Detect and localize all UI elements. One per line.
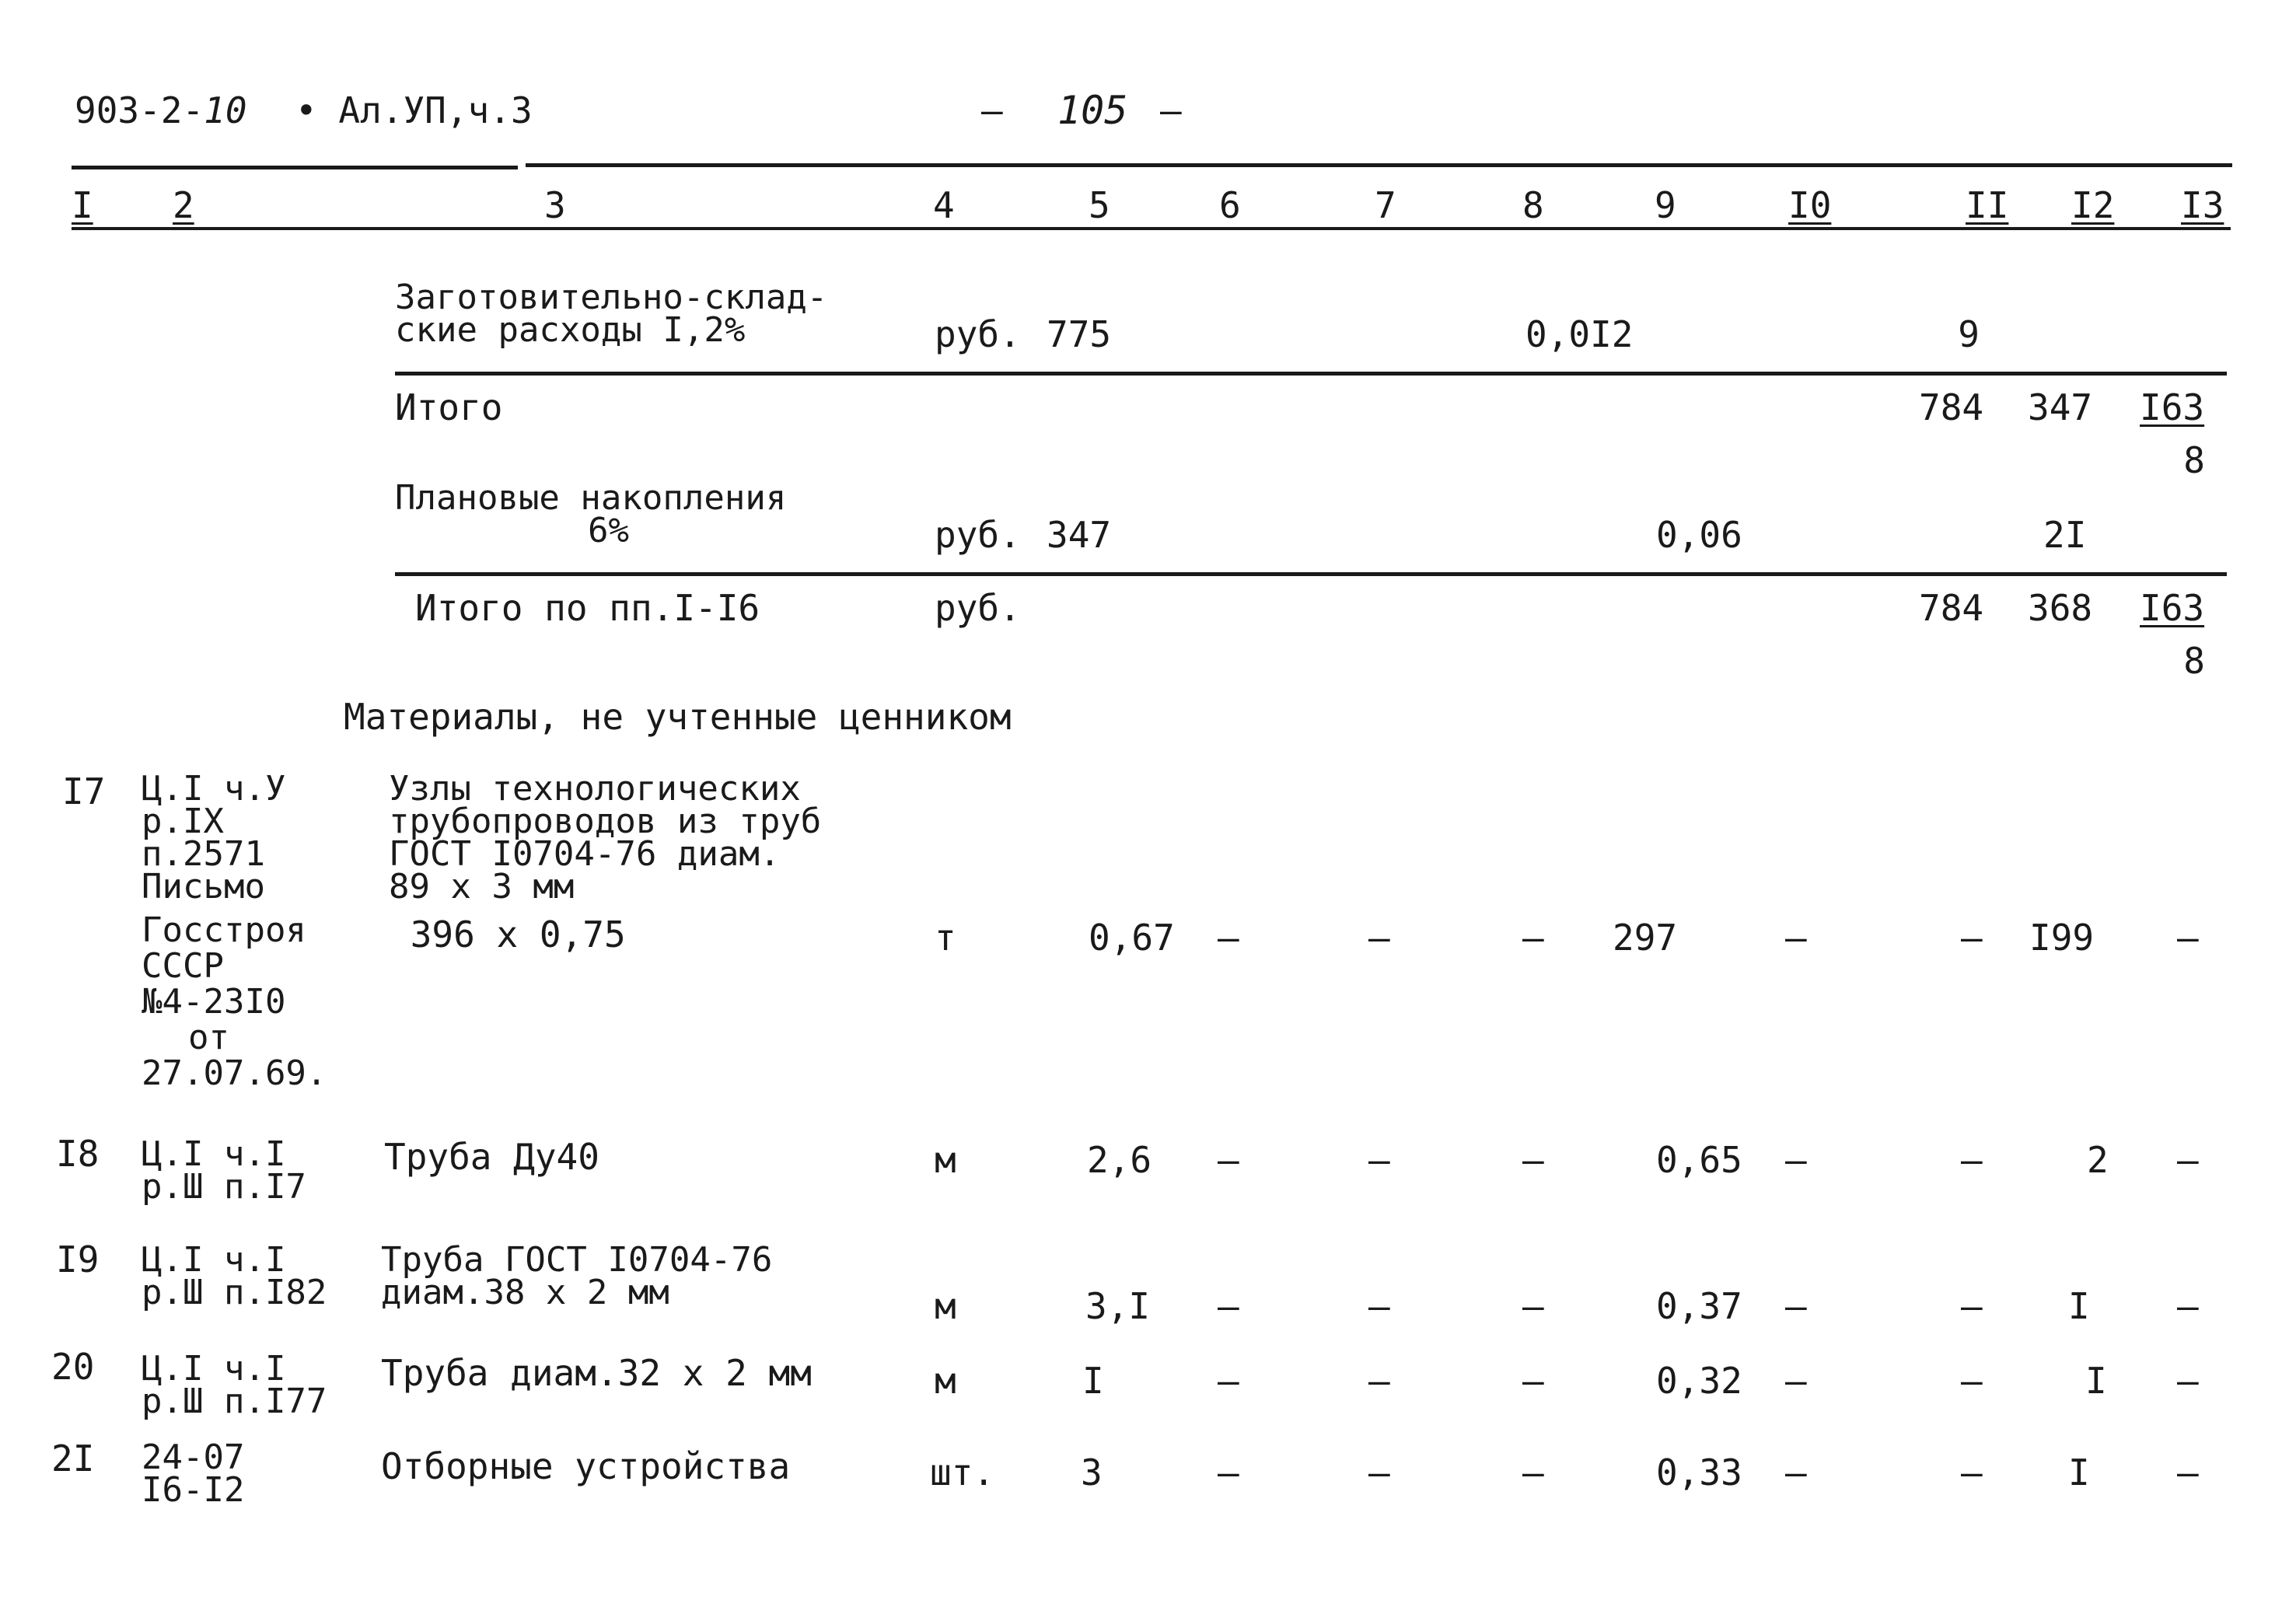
row-unit: м [935, 1360, 956, 1402]
section-title: Материалы, не учтенные ценником [344, 696, 1012, 738]
total2-rule [395, 572, 2227, 576]
row-name-line: 396 х 0,75 [389, 914, 626, 955]
header-rule-right [526, 163, 2232, 167]
row-col11: – [1961, 1360, 1983, 1402]
total2-col12: 368 [2028, 587, 2093, 629]
row-col6: – [1218, 1452, 1239, 1493]
row-col6: – [1218, 1285, 1239, 1327]
row-ref-line: п.2571 [142, 834, 265, 874]
row-name-line: Труба Ду40 [384, 1136, 599, 1178]
row-name-line: Труба диам.32 х 2 мм [381, 1352, 812, 1394]
col-num-1: I [72, 184, 93, 226]
row-ref-line: Ц.I ч.У [142, 769, 286, 809]
doc-code-print: 903-2- [75, 89, 204, 131]
row-col6: – [1218, 1139, 1239, 1181]
row-col10: – [1785, 1452, 1807, 1493]
row-col7: – [1368, 1360, 1390, 1402]
row-name-line: ГОСТ I0704-76 диам. [389, 834, 781, 874]
row-col5: 2,6 [1087, 1139, 1152, 1181]
row-ref-line: №4-23I0 [142, 982, 286, 1022]
row-number: I9 [56, 1238, 100, 1280]
row-col7: – [1368, 1452, 1390, 1493]
row-name-line: Отборные устройства [381, 1445, 791, 1487]
row-ref-line: Ц.I ч.I [142, 1349, 286, 1389]
plan-qty: 347 [1047, 514, 1112, 556]
plan-name-line1: Плановые накопления [395, 478, 787, 518]
row-ref-line: р.Ш п.I77 [142, 1382, 327, 1421]
row-ref-line: СССР [142, 946, 224, 986]
row-col10: – [1785, 1360, 1807, 1402]
row-col9: 0,37 [1656, 1285, 1742, 1327]
total1-rule [395, 372, 2227, 376]
plan-unit: руб. [935, 514, 1021, 556]
row-col9: 0,33 [1656, 1452, 1742, 1493]
total2-col11: 784 [1919, 587, 1984, 629]
column-number-rule [72, 227, 2231, 230]
row-name-line: Узлы технологических [389, 769, 801, 809]
row-col11: – [1961, 1452, 1983, 1493]
row-ref-line: Письмо [142, 867, 265, 907]
row-number: 20 [51, 1346, 95, 1388]
plan-rate: 0,06 [1656, 514, 1742, 556]
row-ref-line: I6-I2 [142, 1470, 245, 1510]
row-col11: – [1961, 1139, 1983, 1181]
plan-name-line2: 6% [588, 511, 629, 550]
page-dash-right: – [1160, 89, 1182, 131]
row-name-line: диам.38 х 2 мм [381, 1273, 669, 1312]
row-ref-line: 24-07 [142, 1438, 245, 1477]
row-col13: – [2177, 1360, 2199, 1402]
col-num-4: 4 [933, 184, 955, 226]
page-number: 105 [1057, 88, 1128, 133]
row-col5: 3,I [1085, 1285, 1151, 1327]
row-col8: – [1522, 1139, 1544, 1181]
row-ref-line: р.Ш п.I82 [142, 1273, 327, 1312]
total1-col13-bottom: 8 [2183, 439, 2205, 481]
row-col7: – [1368, 1285, 1390, 1327]
col-num-3: 3 [544, 184, 566, 226]
header-rule-left [72, 166, 518, 169]
zsr-col11: 9 [1958, 313, 1980, 355]
row-ref-line: Ц.I ч.I [142, 1134, 286, 1174]
total2-col13-bottom: 8 [2183, 640, 2205, 682]
row-col12: I [2068, 1452, 2090, 1493]
row-col7: – [1368, 1139, 1390, 1181]
row-col13: – [2177, 1452, 2199, 1493]
row-col11: – [1961, 1285, 1983, 1327]
row-col10: – [1785, 1285, 1807, 1327]
doc-code-handwritten: 10 [204, 89, 247, 131]
row-number: 2I [51, 1438, 95, 1479]
row-col11: – [1961, 917, 1983, 959]
row-unit: м [935, 1285, 956, 1327]
total1-col11: 784 [1919, 386, 1984, 428]
row-name-line: трубопроводов из труб [389, 802, 822, 841]
row-col12: I [2085, 1360, 2107, 1402]
col-num-9: 9 [1655, 184, 1676, 226]
row-ref-line: Госстроя [142, 910, 306, 950]
row-col8: – [1522, 917, 1544, 959]
row-col8: – [1522, 1285, 1544, 1327]
row-ref-line: Ц.I ч.I [142, 1240, 286, 1280]
col-num-12: I2 [2071, 184, 2115, 226]
row-col8: – [1522, 1360, 1544, 1402]
zsr-name-line1: Заготовительно-склад- [395, 278, 828, 317]
row-col8: – [1522, 1452, 1544, 1493]
row-col12: 2 [2087, 1139, 2109, 1181]
row-unit: шт. [930, 1452, 995, 1493]
row-col5: I [1082, 1360, 1104, 1402]
row-col13: – [2177, 1139, 2199, 1181]
row-col9: 0,32 [1656, 1360, 1742, 1402]
row-col13: – [2177, 1285, 2199, 1327]
row-col9: 297 [1613, 917, 1678, 959]
row-col10: – [1785, 1139, 1807, 1181]
row-number: I8 [56, 1133, 100, 1175]
zsr-qty: 775 [1047, 313, 1112, 355]
row-name-line: 89 х 3 мм [389, 867, 575, 907]
col-num-6: 6 [1219, 184, 1241, 226]
row-ref-line: р.Ш п.I7 [142, 1167, 306, 1207]
row-name-line: Труба ГОСТ I0704-76 [381, 1240, 773, 1280]
row-col13: – [2177, 917, 2199, 959]
row-col6: – [1218, 1360, 1239, 1402]
total2-col13-top: I63 [2140, 587, 2205, 629]
plan-col12: 2I [2043, 514, 2087, 556]
col-num-11: II [1966, 184, 2009, 226]
total2-label: Итого по пп.I-I6 [415, 587, 760, 629]
row-col5: 0,67 [1089, 917, 1175, 959]
row-col10: – [1785, 917, 1807, 959]
zsr-rate: 0,0I2 [1525, 313, 1634, 355]
doc-code [75, 89, 247, 131]
row-ref-line: от [188, 1018, 229, 1057]
row-col6: – [1218, 917, 1239, 959]
total1-label: Итого [395, 386, 503, 428]
col-num-5: 5 [1089, 184, 1110, 226]
col-num-7: 7 [1375, 184, 1396, 226]
total1-col13-top: I63 [2140, 386, 2205, 428]
page-dash-left: – [981, 89, 1003, 131]
col-num-10: I0 [1788, 184, 1832, 226]
col-num-8: 8 [1522, 184, 1544, 226]
total2-unit: руб. [935, 587, 1021, 629]
row-ref-line: 27.07.69. [142, 1053, 327, 1093]
row-ref-line: р.IX [142, 802, 224, 841]
row-col12: I99 [2029, 917, 2095, 959]
row-col9: 0,65 [1656, 1139, 1742, 1181]
row-unit: т [935, 917, 956, 959]
row-unit: м [935, 1139, 956, 1181]
total1-col12: 347 [2028, 386, 2093, 428]
album-ref: • Ал.УП,ч.3 [295, 89, 533, 131]
col-num-13: I3 [2181, 184, 2224, 226]
row-col5: 3 [1081, 1452, 1103, 1493]
row-col12: I [2068, 1285, 2090, 1327]
zsr-name-line2: ские расходы I,2% [395, 310, 746, 350]
row-col7: – [1368, 917, 1390, 959]
row-number: I7 [62, 770, 106, 812]
col-num-2: 2 [173, 184, 194, 226]
zsr-unit: руб. [935, 313, 1021, 355]
